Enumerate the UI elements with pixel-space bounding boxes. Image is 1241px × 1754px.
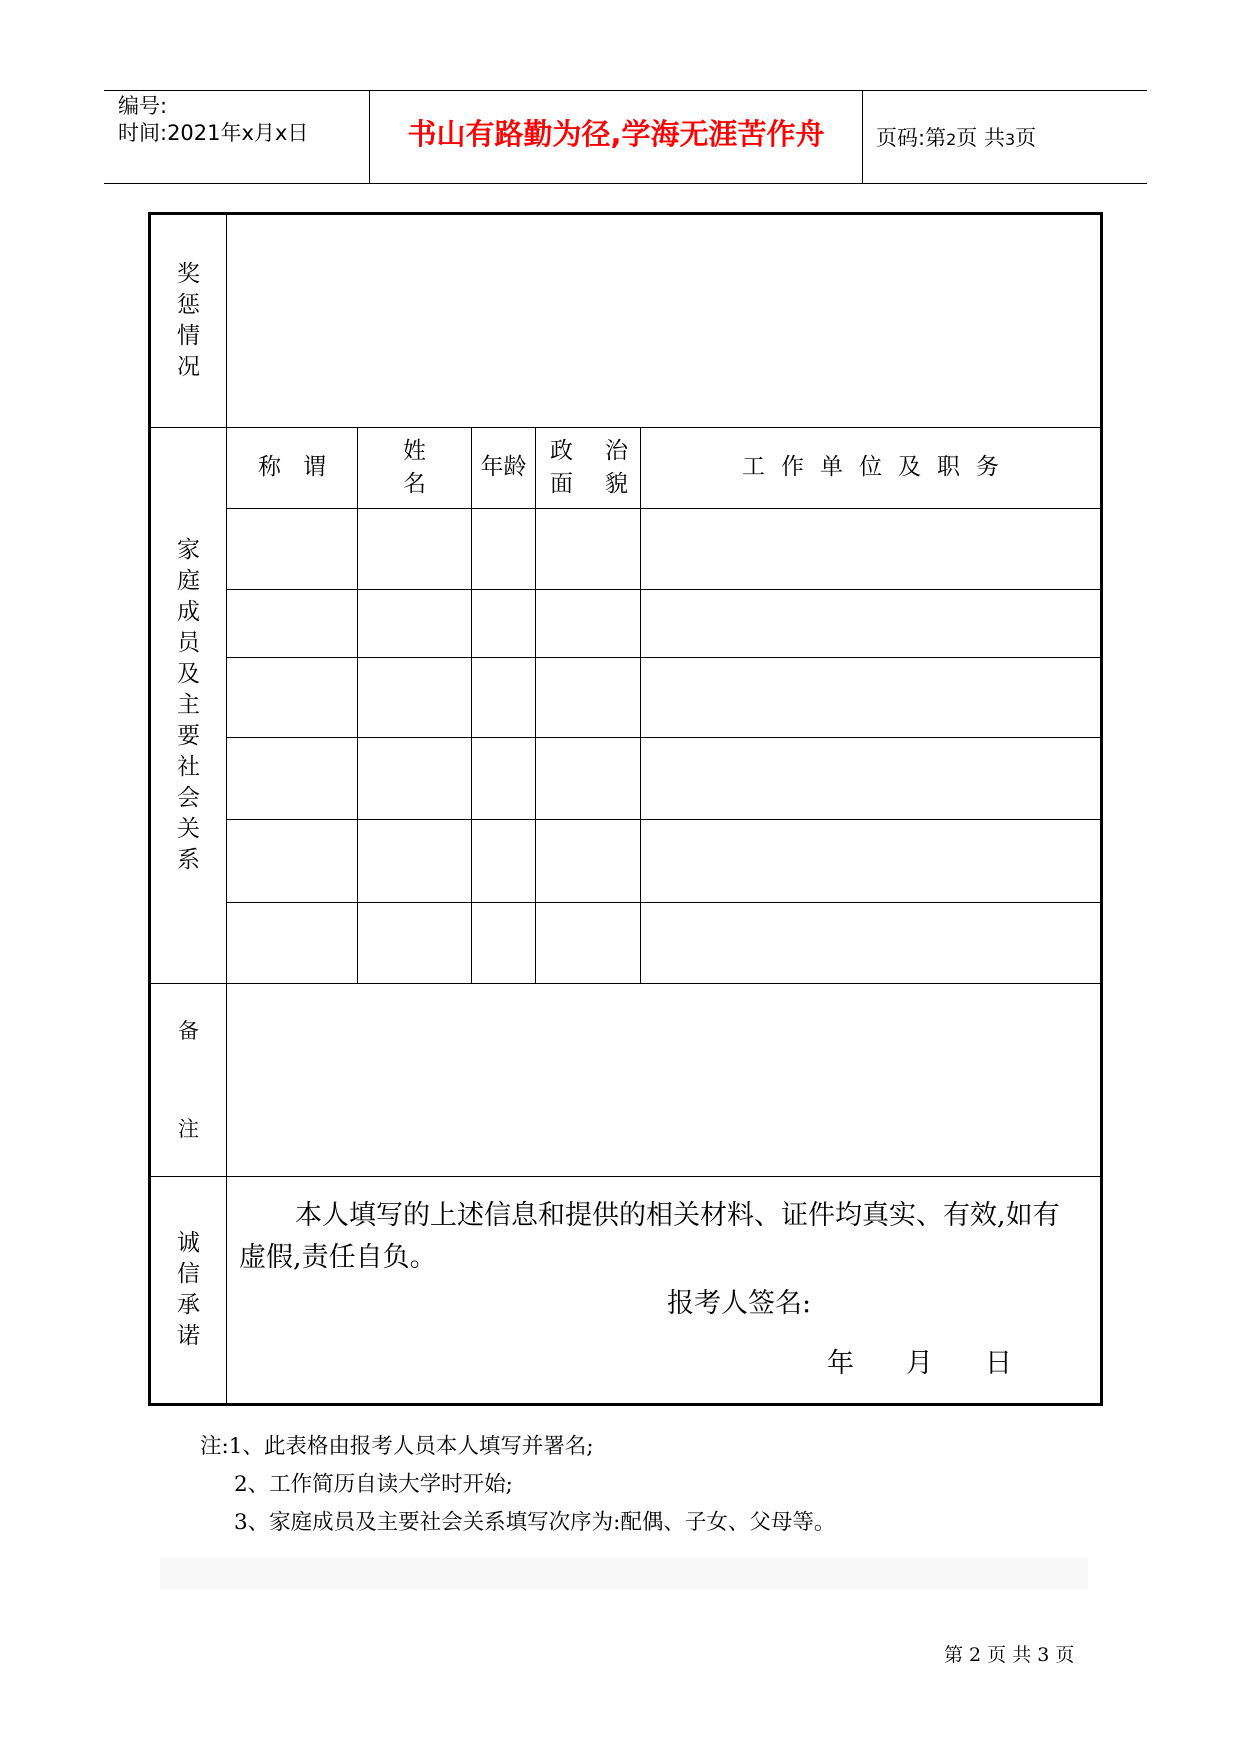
page-current: 2	[946, 130, 957, 149]
work-cell[interactable]	[641, 590, 1102, 658]
page-indicator	[876, 128, 1036, 149]
signature-label: 报考人签名:	[667, 1287, 812, 1319]
column-relation: 称谓	[227, 428, 358, 509]
relation-cell[interactable]	[227, 509, 358, 590]
signature-date	[239, 1343, 1070, 1385]
shaded-band	[160, 1558, 1088, 1590]
relation-cell[interactable]	[227, 903, 358, 984]
date-month: 月	[906, 1347, 933, 1379]
political-cell[interactable]	[536, 509, 641, 590]
political-cell[interactable]	[536, 590, 641, 658]
age-cell[interactable]	[472, 738, 536, 820]
name-cell[interactable]	[358, 820, 472, 903]
name-cell[interactable]	[358, 590, 472, 658]
date-day: 日	[985, 1347, 1012, 1379]
political-cell[interactable]	[536, 820, 641, 903]
relation-cell[interactable]	[227, 738, 358, 820]
age-cell[interactable]	[472, 658, 536, 738]
awards-label: 奖 惩 情 况	[150, 214, 227, 428]
family-row	[150, 509, 1102, 590]
relation-cell[interactable]	[227, 590, 358, 658]
relation-cell[interactable]	[227, 658, 358, 738]
page-footer: 第 2 页 共 3 页	[944, 1644, 1075, 1666]
header-motto: 书山有路勤为径,学海无涯苦作舟	[407, 117, 825, 151]
family-row	[150, 590, 1102, 658]
remarks-label: 备 注	[150, 984, 227, 1177]
header-top-rule	[104, 90, 1147, 91]
name-cell[interactable]	[358, 658, 472, 738]
pledge-text: 本人填写的上述信息和提供的相关材料、证件均真实、有效,如有虚假,责任自负。	[239, 1200, 1060, 1273]
work-cell[interactable]	[641, 903, 1102, 984]
family-row	[150, 738, 1102, 820]
time-label: 时间:2021年x月x日	[118, 121, 309, 145]
header-divider-right	[862, 90, 863, 184]
date-year: 年	[827, 1347, 854, 1379]
column-age: 年龄	[472, 428, 536, 509]
political-cell[interactable]	[536, 738, 641, 820]
awards-row	[150, 214, 1102, 428]
serial-label: 编号:	[118, 94, 168, 118]
note-3: 3、家庭成员及主要社会关系填写次序为:配偶、子女、父母等。	[234, 1510, 836, 1535]
political-cell[interactable]	[536, 903, 641, 984]
page-mid: 页 共	[956, 126, 1005, 150]
work-cell[interactable]	[641, 658, 1102, 738]
political-cell[interactable]	[536, 658, 641, 738]
form-notes	[200, 1428, 835, 1542]
name-cell[interactable]	[358, 509, 472, 590]
page-label: 页码:第	[876, 126, 947, 150]
pledge-label: 诚 信 承 诺	[150, 1177, 227, 1405]
relation-cell[interactable]	[227, 820, 358, 903]
column-name: 姓名	[358, 428, 472, 509]
age-cell[interactable]	[472, 509, 536, 590]
remarks-row	[150, 984, 1102, 1177]
age-cell[interactable]	[472, 590, 536, 658]
remarks-input[interactable]	[227, 984, 1102, 1177]
family-row	[150, 903, 1102, 984]
column-political-status: 政 治 面 貌	[536, 428, 641, 509]
name-cell[interactable]	[358, 903, 472, 984]
pledge-content	[227, 1177, 1102, 1405]
work-cell[interactable]	[641, 509, 1102, 590]
header-bottom-rule	[104, 183, 1147, 184]
family-header-row	[150, 428, 1102, 509]
note-1: 注:1、此表格由报考人员本人填写并署名;	[200, 1434, 594, 1459]
age-cell[interactable]	[472, 820, 536, 903]
age-cell[interactable]	[472, 903, 536, 984]
page-end: 页	[1015, 126, 1037, 150]
header-divider-left	[369, 90, 370, 184]
pledge-row	[150, 1177, 1102, 1405]
family-row	[150, 658, 1102, 738]
work-cell[interactable]	[641, 820, 1102, 903]
column-work-unit: 工作单位及职务	[641, 428, 1102, 509]
family-row	[150, 820, 1102, 903]
name-cell[interactable]	[358, 738, 472, 820]
work-cell[interactable]	[641, 738, 1102, 820]
note-2: 2、工作简历自读大学时开始;	[234, 1472, 513, 1497]
registration-form-table	[148, 212, 1103, 1406]
page-total: 3	[1004, 130, 1016, 149]
awards-input[interactable]	[227, 214, 1102, 428]
family-label: 家 庭 成 员 及 主 要 社 会 关 系	[150, 428, 227, 984]
